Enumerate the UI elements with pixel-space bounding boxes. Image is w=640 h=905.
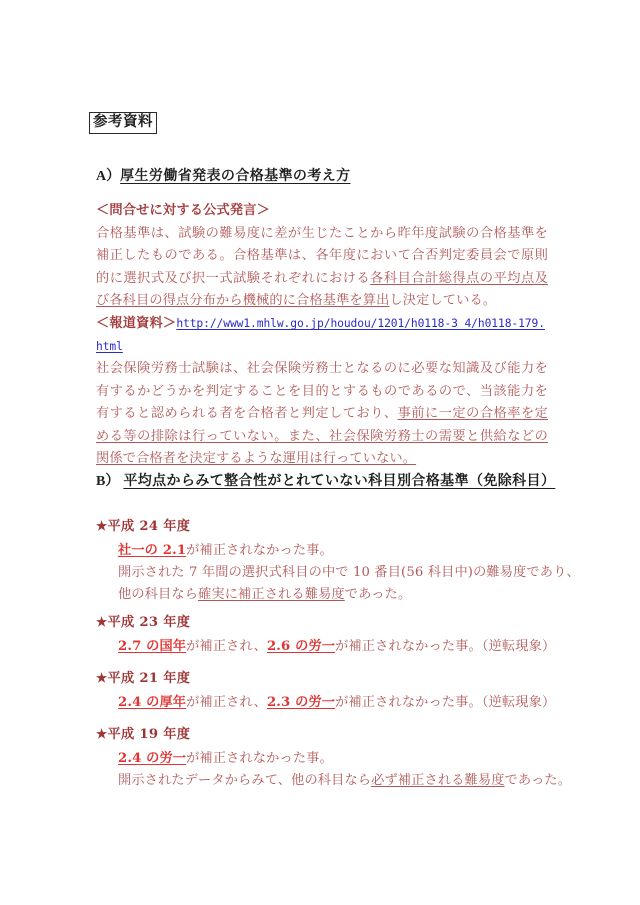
official-statement-label-line — [96, 200, 548, 223]
year-heading-heisei-24 — [96, 516, 556, 537]
year-line-text-19-2a: 開示されたデータからみて、他の科目なら — [118, 773, 372, 788]
emphasis-value-19: 2.4 の労一 — [118, 751, 187, 766]
year-heading-heisei-23 — [96, 612, 556, 633]
star-icon: ★ — [96, 518, 108, 533]
official-statement-block — [96, 200, 548, 313]
year-line-text-23-end: が補正されなかった事。（逆転現象） — [335, 639, 556, 654]
emphasis-value-24: 社一の 2.1 — [118, 543, 187, 558]
year-line — [118, 636, 556, 658]
year-line-text-21-end: が補正されなかった事。（逆転現象） — [335, 695, 556, 710]
year-line — [118, 692, 556, 714]
year-line-text-19-1: が補正されなかった事。 — [186, 751, 333, 766]
emphasis-value-21-b: 2.3 の労一 — [266, 695, 336, 710]
section-a-heading-text: 厚生労働省発表の合格基準の考え方 — [120, 169, 351, 184]
press-material-body — [96, 358, 548, 471]
press-material-label-line — [96, 313, 548, 358]
year-line-text-24-2: 開示された 7 年間の選択式科目の中で 10 番目(56 科目中)の難易度であり、 — [118, 565, 580, 580]
year-heading-heisei-21 — [96, 668, 556, 689]
star-icon: ★ — [96, 726, 108, 741]
year-line-underlined-19: 必ず補正される難易度 — [371, 773, 505, 788]
year-lines-heisei-24 — [118, 540, 580, 606]
emphasis-value-23-a: 2.7 の国年 — [118, 639, 187, 654]
official-statement-body — [96, 223, 548, 313]
year-heading-label-23: 平成 23 年度 — [107, 615, 191, 630]
year-line-text-19-2b: であった。 — [504, 773, 572, 788]
press-material-block — [96, 313, 548, 471]
year-entry-heisei-21 — [96, 668, 556, 714]
official-statement-underlined: 各科目合計総得点の平均点及び各科目の得点分布から機械的に合格基準を算出 — [96, 270, 549, 308]
press-material-label: ＜報道資料＞ — [96, 316, 177, 331]
star-icon: ★ — [96, 670, 108, 685]
year-line — [118, 584, 556, 606]
year-heading-heisei-19 — [96, 724, 556, 745]
year-lines-heisei-21 — [118, 692, 556, 714]
section-b-heading-text: 平均点からみて整合性がとれていない科目別合格基準（免除科目） — [123, 474, 556, 489]
year-line — [118, 770, 572, 792]
year-lines-heisei-23 — [118, 636, 556, 658]
year-line-text-23-mid: が補正され、 — [186, 639, 267, 654]
section-b-marker: B） — [96, 474, 120, 489]
year-entry-heisei-23 — [96, 612, 556, 658]
year-entry-heisei-24 — [96, 516, 580, 606]
press-material-url-link[interactable]: http://www1.mhlw.go.jp/houdou/1201/h0118-3_4/h0118-179.html — [96, 317, 545, 353]
year-line-text-24-3a: 他の科目なら — [118, 587, 199, 602]
year-lines-heisei-19 — [118, 748, 572, 792]
year-line — [118, 748, 556, 770]
year-line-text-24-1: が補正されなかった事。 — [186, 543, 333, 558]
star-icon: ★ — [96, 614, 108, 629]
section-b-heading — [96, 470, 555, 490]
official-statement-label: ＜問合せに対する公式発言＞ — [96, 203, 271, 218]
year-heading-label-24: 平成 24 年度 — [107, 519, 191, 534]
official-statement-text-part1: 合格基準は、試験の難易度に差が生じたことから昨年度試験の合格基準を補正したものである。合格基準は、各年度において合否判定委員会で原則的に選択式及び択一式試験それぞれにおける — [96, 225, 548, 286]
year-heading-label-21: 平成 21 年度 — [107, 671, 191, 686]
emphasis-value-23-b: 2.6 の労一 — [266, 639, 336, 654]
year-line-underlined-24: 確実に補正される難易度 — [198, 587, 345, 602]
document-title-box-wrapper — [89, 112, 157, 134]
year-line — [118, 562, 580, 584]
document-title-box: 参考資料 — [89, 112, 157, 134]
year-line-text-21-mid: が補正され、 — [186, 695, 267, 710]
year-line — [118, 540, 556, 562]
press-material-text-part1: 社会保険労務士試験は、社会保険労務士となるのに必要な知識及び能力を有するかどうかを判定することを目的とするものであるので、当該能力を有すると認められる者を合格者と判定しており、 — [96, 361, 548, 421]
official-statement-text-part2: し決定している。 — [389, 293, 497, 308]
year-heading-label-19: 平成 19 年度 — [107, 727, 191, 742]
emphasis-value-21-a: 2.4 の厚年 — [118, 695, 187, 710]
year-line-text-24-3b: であった。 — [344, 587, 412, 602]
year-entry-heisei-19 — [96, 724, 572, 792]
section-a-marker: A） — [96, 169, 121, 184]
press-material-underlined: 事前に一定の合格率を定める等の排除は行っていない。また、社会保険労務士の需要と供給などの関係で合格者を決定するような運用は行っていない。 — [96, 406, 548, 466]
section-a-heading — [96, 165, 351, 185]
